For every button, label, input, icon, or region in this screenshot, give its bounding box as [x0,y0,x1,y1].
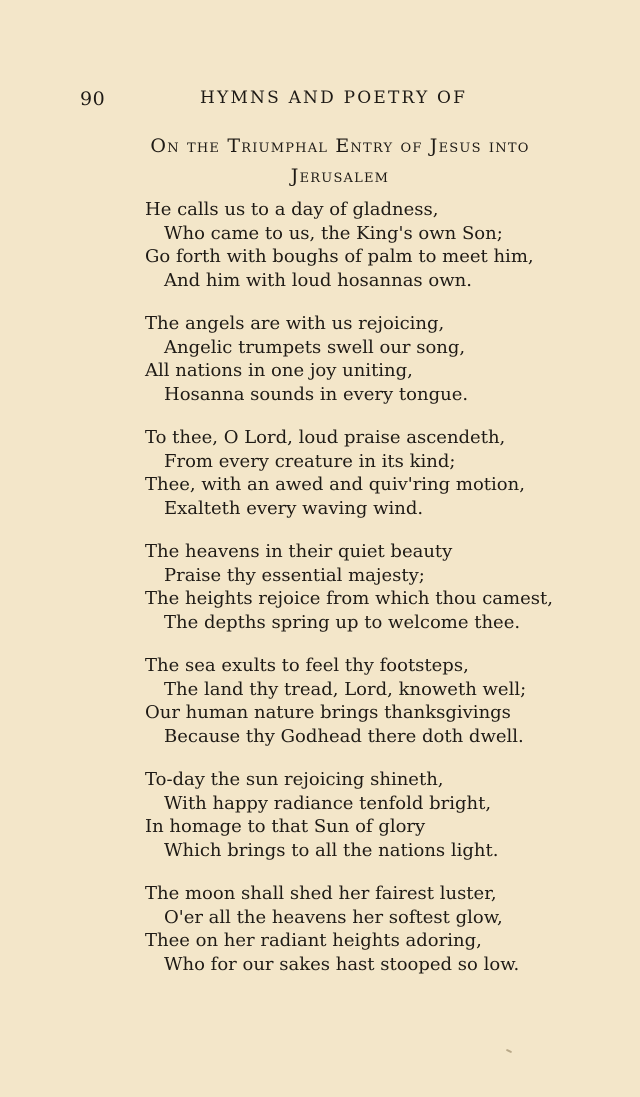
stanza-1 [145,198,585,292]
verse-line: Who came to us, the King's own Son; [164,222,503,244]
stanza-6 [145,768,585,862]
verse-line: Praise thy essential majesty; [164,564,425,586]
verse-line: The depths spring up to welcome thee. [164,611,521,633]
verse-line: With happy radiance tenfold bright, [164,792,492,814]
verse-line: Hosanna sounds in every tongue. [164,383,469,405]
running-head [80,88,580,110]
verse-line: The heights rejoice from which thou camest, [145,588,553,609]
verse-line: Go forth with boughs of palm to meet him, [145,246,534,267]
stanza-3 [145,426,585,520]
verse-line: The heavens in their quiet beauty [145,541,453,562]
running-title: HYMNS AND POETRY OF [200,88,468,108]
verse-line: O'er all the heavens her softest glow, [164,906,503,928]
verse-line: Because thy Godhead there doth dwell. [164,725,524,747]
poem-title [100,131,580,191]
verse-line: In homage to that Sun of glory [145,816,426,837]
verse-line: To thee, O Lord, loud praise ascendeth, [145,427,506,448]
stanza-2 [145,312,585,406]
poem-body [145,198,585,996]
stanza-7 [145,882,585,976]
stanza-5 [145,654,585,748]
verse-line: Our human nature brings thanksgivings [145,702,511,723]
verse-line: The sea exults to feel thy footsteps, [145,655,469,676]
verse-line: The land thy tread, Lord, knoweth well; [164,678,527,700]
verse-line: And him with loud hosannas own. [164,269,472,291]
verse-line: The angels are with us rejoicing, [145,313,445,334]
verse-line: Exalteth every waving wind. [164,497,424,519]
verse-line: From every creature in its kind; [164,450,456,472]
stanza-4 [145,540,585,634]
verse-line: All nations in one joy uniting, [145,360,413,381]
verse-line: Angelic trumpets swell our song, [164,336,466,358]
verse-line: Who for our sakes hast stooped so low. [164,953,520,975]
poem-title-line-2: Jerusalem [290,165,390,187]
verse-line: Thee on her radiant heights adoring, [145,930,482,951]
verse-line: The moon shall shed her fairest luster, [145,883,497,904]
paper-speck [506,1049,512,1053]
verse-line: Which brings to all the nations light. [164,839,499,861]
verse-line: To-day the sun rejoicing shineth, [145,769,444,790]
verse-line: Thee, with an awed and quiv'ring motion, [145,474,525,495]
verse-line: He calls us to a day of gladness, [145,199,439,220]
poem-title-line-1: On the Triumphal Entry of Jesus into [150,135,530,157]
page-number: 90 [80,88,106,110]
